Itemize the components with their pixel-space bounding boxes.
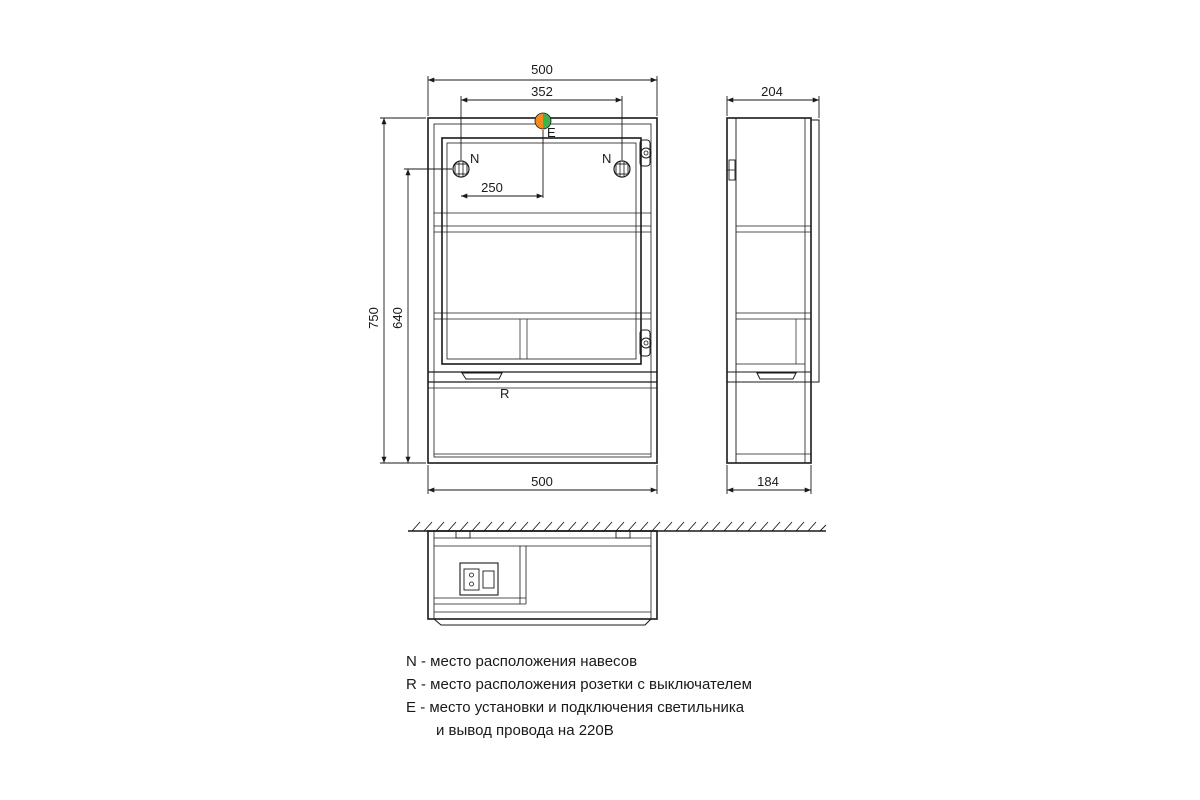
dim-top-depth: 204 [761, 84, 783, 99]
dim-bottom-depth: 184 [757, 474, 779, 489]
dim-top-width: 500 [531, 62, 553, 77]
legend-key: E [406, 699, 417, 716]
side-view [727, 118, 819, 463]
handle [462, 373, 502, 379]
legend-item-e [406, 696, 926, 742]
legend-text-continuation: и вывод провода на 220В [436, 722, 614, 739]
cabinet-outline [428, 118, 657, 463]
dim-light-offset: 250 [481, 180, 503, 195]
marker-r: R [500, 386, 510, 401]
legend-item-n [406, 650, 926, 673]
legend-item-r [406, 673, 926, 696]
hanger-left-icon [453, 161, 469, 177]
front-view [428, 118, 657, 463]
dim-hinge-height: 640 [390, 307, 405, 329]
legend-text: - место установки и подключения светильника [420, 699, 745, 716]
dim-hinge-spacing: 352 [531, 84, 553, 99]
dim-total-height: 750 [366, 307, 381, 329]
side-outline [727, 118, 811, 463]
marker-e: E [547, 125, 556, 140]
hanger-right-icon [614, 161, 630, 177]
marker-n-right: N [602, 151, 612, 166]
legend-text: - место расположения розетки с выключателем [421, 676, 752, 693]
legend-text: - место расположения навесов [421, 653, 638, 670]
wall-hatching [412, 522, 826, 531]
dim-bottom-width: 500 [531, 474, 553, 489]
legend [406, 650, 926, 742]
top-view [408, 522, 826, 625]
socket-switch-icon [460, 563, 498, 595]
mirror-frame [442, 138, 641, 364]
legend-key: R [406, 676, 417, 693]
marker-n-left: N [470, 151, 480, 166]
legend-key: N [406, 653, 417, 670]
top-outline [428, 531, 657, 619]
